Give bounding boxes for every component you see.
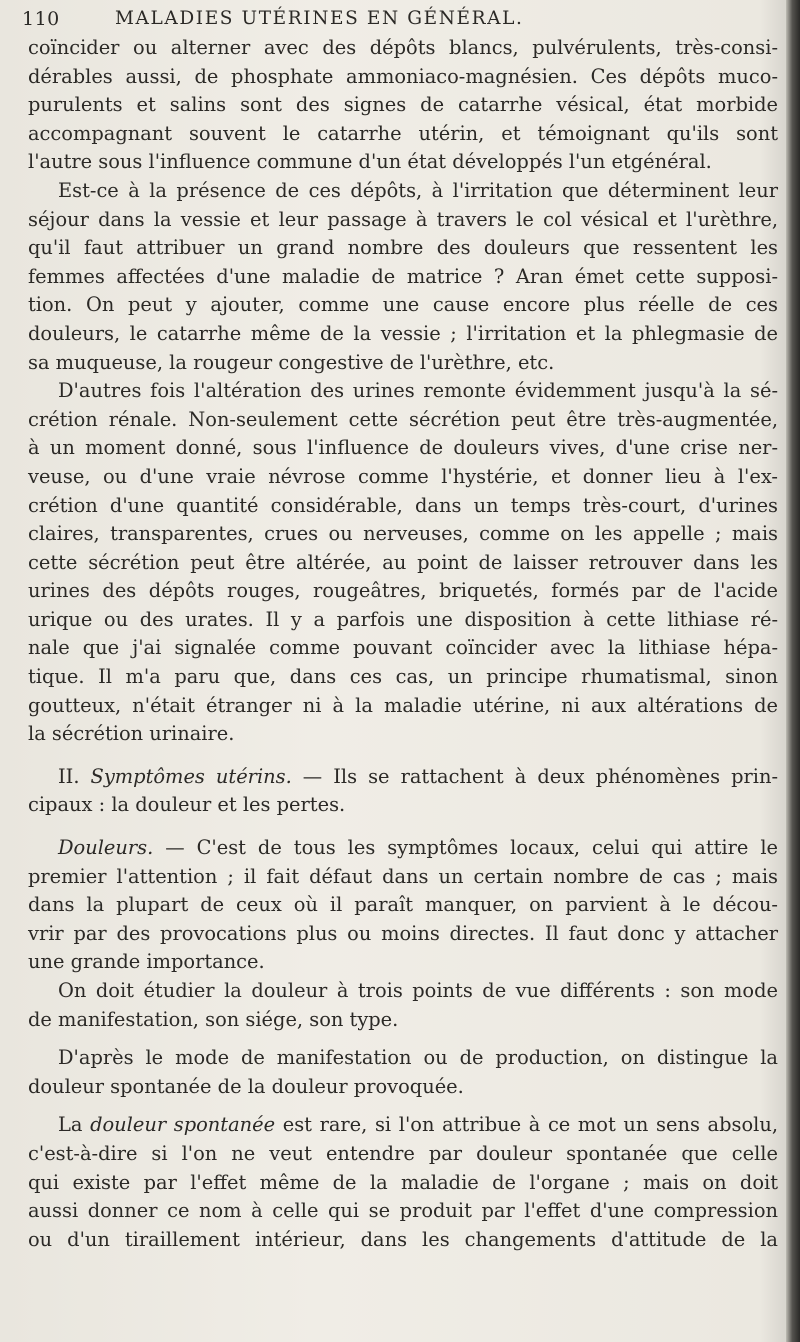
text-line: premier l'attention ; il fait défaut dans un certain nombre de cas ; mais <box>28 864 778 888</box>
body-text <box>28 34 778 1254</box>
text-line: à un moment donné, sous l'influence de douleurs vives, d'une crise ner- <box>28 436 778 460</box>
text-line: qu'il faut attribuer un grand nombre des douleurs que ressentent les <box>28 236 778 260</box>
text-line: nale que j'ai signalée comme pouvant coïncider avec la lithiase hépa- <box>28 636 778 660</box>
text-line <box>28 763 778 792</box>
text-line: On doit étudier la douleur à trois points de vue différents : son mode <box>58 979 778 1002</box>
text-line: crétion d'une quantité considérable, dans un temps très-court, d'urines <box>28 493 778 517</box>
text-line <box>28 834 778 863</box>
text-line: cipaux : la douleur et les pertes. <box>28 793 346 817</box>
page-number: 110 <box>22 8 60 30</box>
text-line: purulents et salins sont des signes de catarrhe vésical, état morbide <box>28 93 778 117</box>
text-line: Est-ce à la présence de ces dépôts, à l'irritation que déterminent leur <box>58 178 778 202</box>
text-line: D'autres fois l'altération des urines remonte évidemment jusqu'à la sé- <box>58 379 778 403</box>
text-line: veuse, ou d'une vraie névrose comme l'hystérie, et donner lieu à l'ex- <box>28 464 778 488</box>
text-run: est rare, si l'on attribue à ce mot un sens absolu, <box>275 1113 778 1137</box>
paragraph <box>28 1111 778 1254</box>
text-line: séjour dans la vessie et leur passage à travers le col vésical et l'urèthre, <box>28 207 778 231</box>
text-line: crétion rénale. Non-seulement cette sécrétion peut être très-augmentée, <box>28 407 778 431</box>
text-line: de manifestation, son siége, son type. <box>28 1007 399 1031</box>
text-line: dérables aussi, de phosphate ammoniaco-magnésien. Ces dépôts muco- <box>28 64 778 88</box>
paragraph <box>28 34 778 177</box>
text-line: douleur spontanée de la douleur provoquée. <box>28 1074 464 1098</box>
text-run: — Ils se rattachent à deux phénomènes prin- <box>291 764 778 788</box>
text-line <box>28 1111 778 1140</box>
section-title: Symptômes utérins. <box>90 764 292 788</box>
text-line: dans la plupart de ceux où il paraît manquer, on parvient à le décou- <box>28 893 778 917</box>
section-number: II. <box>58 764 91 788</box>
page-edge <box>786 0 800 1342</box>
text-line: c'est-à-dire si l'on ne veut entendre par douleur spontanée que celle <box>28 1141 778 1165</box>
running-head: MALADIES UTÉRINES EN GÉNÉRAL. <box>115 8 524 29</box>
text-line: accompagnant souvent le catarrhe utérin, et témoignant qu'ils sont <box>28 121 778 145</box>
text-line: aussi donner ce nom à celle qui se produit par l'effet d'une compression <box>28 1199 778 1223</box>
term-italic: douleur spontanée <box>90 1113 276 1137</box>
subsection-title: Douleurs. <box>58 836 154 860</box>
text-line: sa muqueuse, la rougeur congestive de l'urèthre, etc. <box>28 350 555 374</box>
text-line: cette sécrétion peut être altérée, au point de laisser retrouver dans les <box>28 550 778 574</box>
text-line: claires, transparentes, crues ou nerveuses, comme on les appelle ; mais <box>28 522 778 546</box>
text-line: femmes affectées d'une maladie de matrice ? Aran émet cette supposi- <box>28 264 778 288</box>
text-line: la sécrétion urinaire. <box>28 722 235 746</box>
text-line: urines des dépôts rouges, rougeâtres, briquetés, formés par de l'acide <box>28 579 778 603</box>
text-run: — C'est de tous les symptômes locaux, celui qui attire le <box>153 836 778 860</box>
text-line: goutteux, n'était étranger ni à la maladie utérine, ni aux altérations de <box>28 693 778 717</box>
paragraph <box>28 763 778 820</box>
paragraph <box>28 977 778 1034</box>
text-line: vrir par des provocations plus ou moins directes. Il faut donc y attacher <box>28 921 778 945</box>
text-line: l'autre sous l'influence commune d'un état développés l'un etgénéral. <box>28 150 712 174</box>
paragraph <box>28 377 778 749</box>
text-line: urique ou des urates. Il y a parfois une disposition à cette lithiase ré- <box>28 607 778 631</box>
text-line: tique. Il m'a paru que, dans ces cas, un principe rhumatismal, sinon <box>28 665 778 689</box>
text-line: douleurs, le catarrhe même de la vessie ; l'irritation et la phlegmasie de <box>28 321 778 345</box>
text-line: coïncider ou alterner avec des dépôts blancs, pulvérulents, très-consi- <box>28 36 778 59</box>
text-line: ou d'un tiraillement intérieur, dans les changements d'attitude de la <box>28 1227 778 1251</box>
text-line: qui existe par l'effet même de la maladie de l'organe ; mais on doit <box>28 1170 778 1194</box>
paragraph <box>28 834 778 977</box>
page-header <box>22 4 782 32</box>
text-line: tion. On peut y ajouter, comme une cause encore plus réelle de ces <box>28 293 778 317</box>
text-run: La <box>58 1113 91 1137</box>
text-line: D'après le mode de manifestation ou de production, on distingue la <box>58 1046 778 1070</box>
paragraph <box>28 177 778 377</box>
text-line: une grande importance. <box>28 950 265 974</box>
paragraph <box>28 1044 778 1101</box>
